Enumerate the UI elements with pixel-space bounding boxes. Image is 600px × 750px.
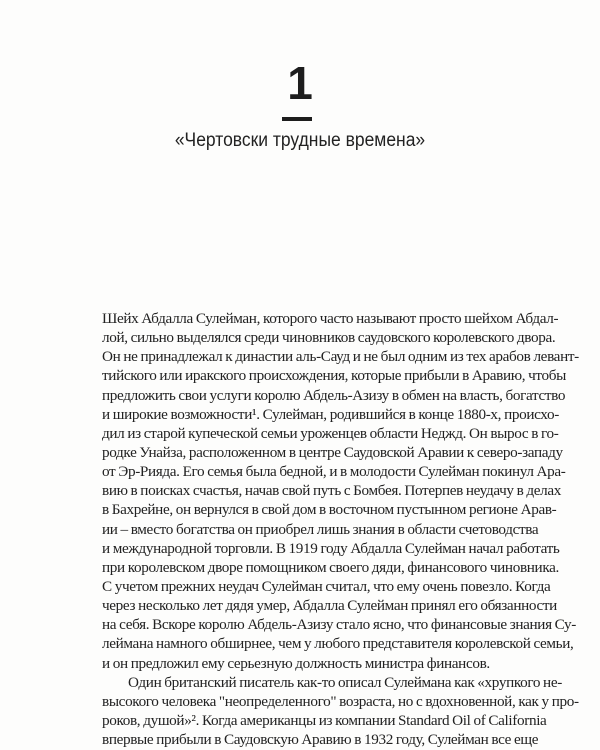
text-line: и он предложил ему серьезную должность министра финансов. — [102, 654, 490, 672]
text-line: в Бахрейне, он вернулся в свой дом в восточном пустынном регионе Арав- — [102, 501, 557, 519]
text-line: леймана намного обширнее, чем у любого представителя королевской семьи, — [102, 635, 574, 653]
text-line: роков, душой»². Когда американцы из компании Standard Oil of California — [102, 711, 547, 729]
text-line: вию в поисках счастья, начав свой путь с Бомбея. Потерпев неудачу в делах — [102, 482, 562, 500]
text-line: С учетом прежних неудач Сулейман считал, что ему очень повезло. Когда — [102, 577, 551, 595]
text-line: предложить свои услуги королю Абдель-Азизу в обмен на власть, богатство — [102, 386, 566, 404]
text-line: ии – вместо богатства он приобрел лишь знания в области счетоводства — [102, 520, 539, 538]
chapter-rule — [282, 117, 312, 121]
text-line: и широкие возможности¹. Сулейман, родившийся в конце 1880-х, происхо- — [102, 405, 559, 423]
text-line: лой, сильно выделялся среди чиновников саудовского королевского двора. — [102, 329, 556, 347]
text-line: Шейх Абдалла Сулейман, которого часто называют просто шейхом Абдал- — [102, 310, 559, 327]
text-line: и международной торговли. В 1919 году Абдалла Сулейман начал работать — [102, 539, 560, 557]
text-line: дил из старой купеческой семьи уроженцев области Неджд. Он вырос в го- — [102, 424, 559, 442]
text-line: через несколько лет дядя умер, Абдалла Сулейман принял его обязанности — [102, 597, 557, 615]
text-line: от Эр-Рияда. Его семья была бедной, и в молодости Сулейман покинул Ара- — [102, 463, 566, 481]
text-line: родке Унайза, расположенном в центре Саудовской Аравии к северо-западу — [102, 443, 563, 461]
text-line: высокого человека "неопределенного" возраста, но с вдохновенной, как у про- — [102, 692, 579, 710]
chapter-number: 1 — [287, 57, 313, 109]
text-line: тийского или иракского происхождения, которые прибыли в Аравию, чтобы — [102, 367, 566, 385]
text-line: при королевском дворе помощником своего дяди, финансового чиновника. — [102, 558, 559, 576]
text-line: впервые прибыли в Саудовскую Аравию в 1932 году, Сулейман все еще — [102, 731, 539, 749]
text-line: на себя. Вскоре королю Абдель-Азизу стало ясно, что финансовые знания Су- — [102, 616, 577, 634]
body-text — [102, 309, 579, 749]
text-line: Один британский писатель как-то описал Сулеймана как «хрупкого не- — [128, 673, 562, 691]
text-line: Он не принадлежал к династии аль-Сауд и не был одним из тех арабов левант- — [102, 348, 579, 366]
chapter-title: «Чертовски трудные времена» — [174, 130, 426, 151]
